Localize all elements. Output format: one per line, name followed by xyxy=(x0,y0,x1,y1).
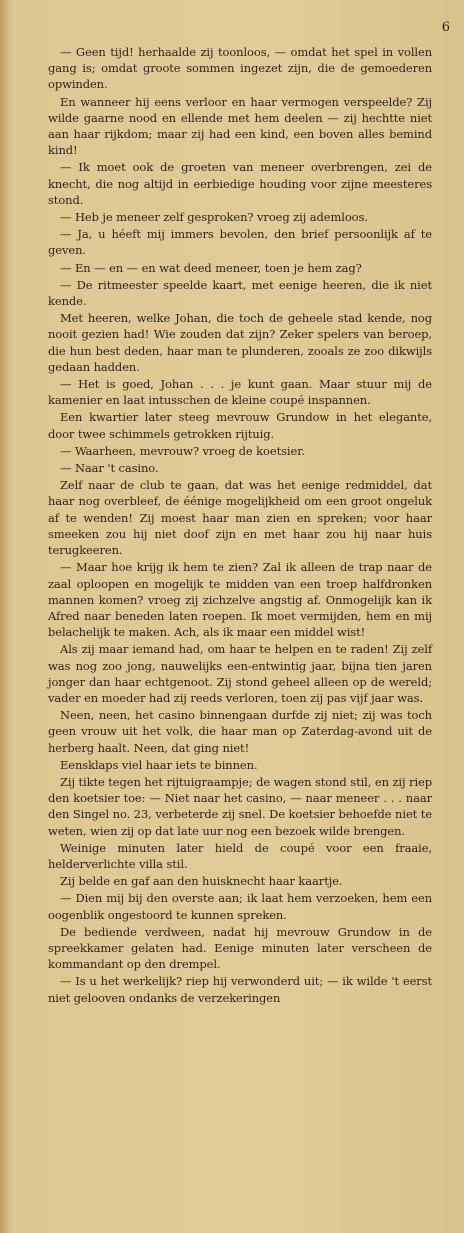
paragraph: Neen, neen, het casino binnengaan durfde zij niet; zij was toch geen vrouw uit het volk, die haar man op Zaterdag-avond uit de herberg haalt. Neen, dat ging niet! xyxy=(48,708,432,755)
paragraph: — Waarheen, mevrouw? vroeg de koetsier. xyxy=(60,443,305,458)
text-column xyxy=(48,44,432,1007)
page-edge xyxy=(0,0,8,1233)
paragraph: — Ja, u héeft mij immers bevolen, den brief persoonlijk af te geven. xyxy=(48,227,432,258)
paragraph: — Maar hoe krijg ik hem te zien? Zal ik alleen de trap naar de zaal oploopen en mogelijk te midden van een troep halfdronken mannen komen? vroeg zij zichzelve angstig af. Onmogelijk kan ik Afred naar beneden laten roepen. Ik moet vermijden, hem en mij belachelijk te maken. Ach, als ik maar een middel wist! xyxy=(48,560,432,640)
page-number: 6 xyxy=(441,20,450,35)
paragraph: Als zij maar iemand had, om haar te helpen en te raden! Zij zelf was nog zoo jong, nauwelijks een-entwintig jaar, bijna tien jaren jonger dan haar echtgenoot. Zij stond geheel alleen op de wereld; vader en moeder had zij reeds verloren, toen zij pas vijf jaar was. xyxy=(48,642,432,705)
paragraph: — Ik moet ook de groeten van meneer overbrengen, zei de knecht, die nog altijd in eerbiedige houding voor zijne meesteres stond. xyxy=(48,160,432,207)
paragraph: — Is u het werkelijk? riep hij verwonderd uit; — ik wilde 't eerst niet gelooven ondanks de verzekeringen xyxy=(48,974,432,1005)
paragraph: — Heb je meneer zelf gesproken? vroeg zij ademloos. xyxy=(60,210,368,225)
paragraph: De bediende verdween, nadat hij mevrouw Grundow in de spreekkamer gelaten had. Eenige minuten later verscheen de kommandant op den drempel. xyxy=(48,924,432,972)
paragraph: En wanneer hij eens verloor en haar vermogen verspeelde? Zij wilde gaarne nood en ellende met hem deelen — zij hechtte niet aan haar rijkdom; maar zij had een kind, een boven alles bemind kind! xyxy=(48,94,432,158)
paragraph: Zij belde en gaf aan den huisknecht haar kaartje. xyxy=(60,874,343,889)
paragraph: Weinige minuten later hield de coupé voor een fraaie, helderverlichte villa stil. xyxy=(48,840,432,871)
paragraph: — Naar 't casino. xyxy=(60,461,159,476)
paragraph: — En — en — en wat deed meneer, toen je hem zag? xyxy=(60,260,362,275)
paragraph: — De ritmeester speelde kaart, met eenige heeren, die ik niet kende. xyxy=(48,277,432,309)
paragraph: — Het is goed, Johan . . . je kunt gaan. Maar stuur mij de kamenier en laat intusschen de kleine coupé inspannen. xyxy=(48,377,432,408)
paragraph: Zij tikte tegen het rijtuigraampje; de wagen stond stil, en zij riep den koetsier toe: — Niet naar het casino, — naar meneer . . . naar den Singel no. 23, verbeterde zij snel. De koetsier behoefde niet te weten, wien zij op dat late uur nog een bezoek wilde brengen. xyxy=(48,774,432,838)
paragraph: — Dien mij bij den overste aan; ik laat hem verzoeken, hem een oogenblik ongestoord te kunnen spreken. xyxy=(48,891,432,922)
paragraph: Zelf naar de club te gaan, dat was het eenige redmiddel, dat haar nog overbleef, de éénige mogelijkheid om een groot ongeluk af te wenden! Zij moest haar man zien en spreken; voor haar smeeken zou hij niet doof zijn en met haar zou hij naar huis terugkeeren. xyxy=(48,478,432,558)
paragraph: — Geen tijd! herhaalde zij toonloos, — omdat het spel in vollen gang is; omdat groote sommen ingezet zijn, die de gemoederen opwinden. xyxy=(48,45,432,92)
paragraph: Eensklaps viel haar iets te binnen. xyxy=(60,757,258,772)
paragraph: Met heeren, welke Johan, die toch de geheele stad kende, nog nooit gezien had! Wie zouden dat zijn? Zeker spelers van beroep, die hun best deden, haar man te plunderen, zooals ze zoo dikwijls gedaan hadden. xyxy=(48,311,432,374)
paragraph: Een kwartier later steeg mevrouw Grundow in het elegante, door twee schimmels getrokken rijtuig. xyxy=(48,410,432,441)
